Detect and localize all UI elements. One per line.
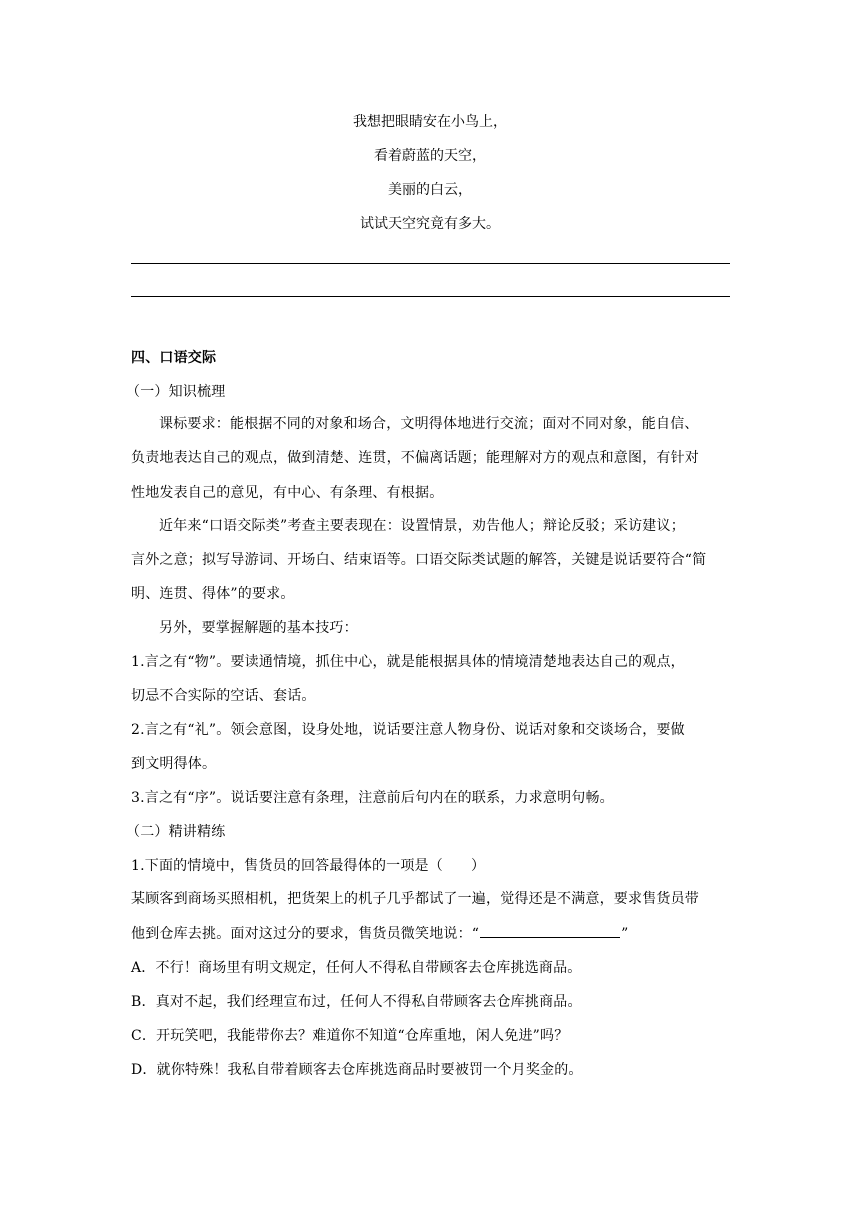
option-d: D．就你特殊！我私自带着顾客去仓库挑选商品时要被罚一个月奖金的。 xyxy=(131,1062,583,1078)
fill-in-blank xyxy=(480,923,620,938)
question-stem-close: ） xyxy=(470,858,486,874)
tip-line: 1.言之有“物”。要读通情境，抓住中心，就是能根据具体的情境清楚地表达自己的观点， xyxy=(131,654,685,670)
scenario-line xyxy=(131,923,731,944)
tip-line: 切忌不合实际的空话、套话。 xyxy=(131,688,316,704)
paragraph-line: 课标要求：能根据不同的对象和场合，文明得体地进行交流；面对不同对象，能自信、 xyxy=(159,416,699,432)
paragraph-line: 负责地表达自己的观点，做到清楚、连贯，不偏离话题；能理解对方的观点和意图，有针对 xyxy=(131,450,699,466)
part-title: （二）精讲精练 xyxy=(126,824,226,840)
paragraph-line: 言外之意；拟写导游词、开场白、结束语等。口语交际类试题的解答，关键是说话要符合“简 xyxy=(131,552,707,568)
poem-line: 试试天空究竟有多大。 xyxy=(360,216,500,232)
poem-line: 我想把眼睛安在小鸟上， xyxy=(353,114,507,130)
paragraph-line: 近年来“口语交际类”考查主要表现在：设置情景，劝告他人；辩论反驳；采访建议； xyxy=(159,518,685,534)
tip-line: 2.言之有“礼”。领会意图，设身处地，说话要注意人物身份、说话对象和交谈场合，要做 xyxy=(131,722,685,738)
scenario-line: 某顾客到商场买照相机，把货架上的机子几乎都试了一遍，觉得还是不满意，要求售货员带 xyxy=(131,891,699,907)
answer-line xyxy=(131,296,730,297)
section-title: 四、口语交际 xyxy=(131,350,217,366)
option-c: C．开玩笑吧，我能带你去？难道你不知道“仓库重地，闲人免进”吗？ xyxy=(131,1028,569,1044)
poem-line: 看着蔚蓝的天空， xyxy=(374,148,486,164)
option-b: B．真对不起，我们经理宣布过，任何人不得私自带顾客去仓库挑商品。 xyxy=(131,994,582,1010)
scenario-text: 他到仓库去挑。面对这过分的要求，售货员微笑地说：“ xyxy=(131,926,480,942)
question-stem-text: 1.下面的情境中，售货员的回答最得体的一项是（ xyxy=(131,858,443,874)
paragraph-line: 性地发表自己的意见，有中心、有条理、有根据。 xyxy=(131,485,444,501)
scenario-close-quote: ” xyxy=(621,926,629,942)
tip-line: 3.言之有“序”。说话要注意有条理，注意前后句内在的联系，力求意明句畅。 xyxy=(131,790,614,806)
answer-line xyxy=(131,263,730,264)
paragraph-line: 另外，要掌握解题的基本技巧： xyxy=(159,620,358,636)
option-a: A．不行！商场里有明文规定，任何人不得私自带顾客去仓库挑选商品。 xyxy=(131,960,582,976)
paragraph-line: 明、连贯、得体”的要求。 xyxy=(131,586,295,602)
tip-line: 到文明得体。 xyxy=(131,756,217,772)
poem-line: 美丽的白云， xyxy=(388,182,472,198)
part-title: （一）知识梳理 xyxy=(126,384,226,400)
question-stem xyxy=(131,856,731,876)
